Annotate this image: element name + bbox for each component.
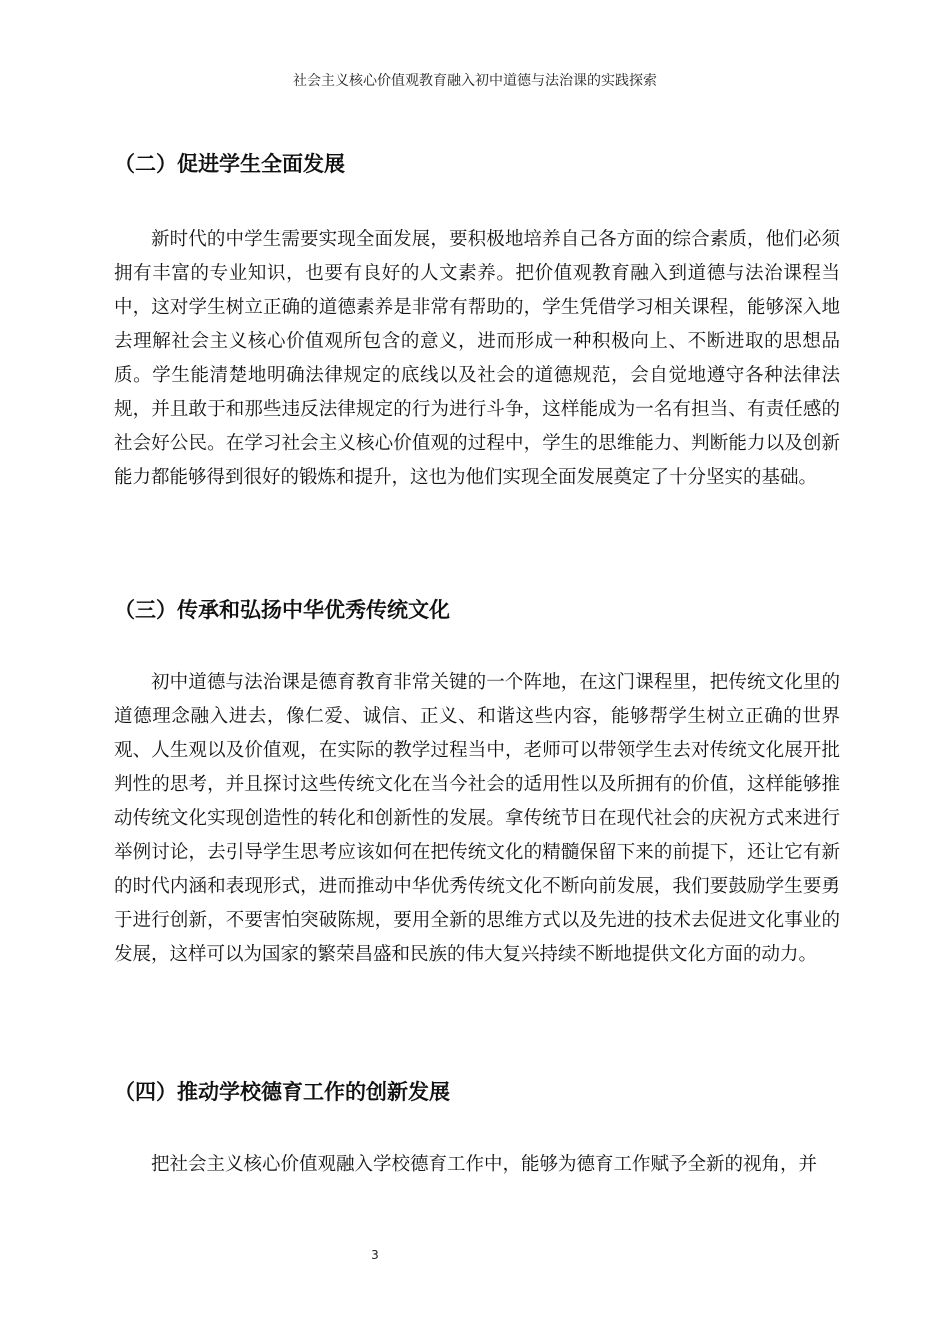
section-paragraph-2: 新时代的中学生需要实现全面发展，要积极地培养自己各方面的综合素质，他们必须拥有丰富的专业知识，也要有良好的人文素养。把价值观教育融入到道德与法治课程当中，这对学生树立正确的道德素养是非常有帮助的，学生凭借学习相关课程，能够深入地去理解社会主义核心价值观所包含的意义，进而形成一种积极向上、不断进取的思想品质。学生能清楚地明确法律规定的底线以及社会的道德规范，会自觉地遵守各种法律法规，并且敢于和那些违反法律规定的行为进行斗争，这样能成为一名有担当、有责任感的社会好公民。在学习社会主义核心价值观的过程中，学生的思维能力、判断能力以及创新能力都能够得到很好的锻炼和提升，这也为他们实现全面发展奠定了十分坚实的基础。 [114, 229, 840, 488]
section-paragraph-4: 把社会主义核心价值观融入学校德育工作中，能够为德育工作赋予全新的视角，并 [151, 1154, 818, 1175]
section-heading-3: （三）传承和弘扬中华优秀传统文化 [114, 598, 450, 622]
section-paragraph-3: 初中道德与法治课是德育教育非常关键的一个阵地，在这门课程里，把传统文化里的道德理念融入进去，像仁爱、诚信、正义、和谐这些内容，能够帮学生树立正确的世界观、人生观以及价值观，在实际的教学过程当中，老师可以带领学生去对传统文化展开批判性的思考，并且探讨这些传统文化在当今社会的适用性以及所拥有的价值，这样能够推动传统文化实现创造性的转化和创新性的发展。拿传统节日在现代社会的庆祝方式来进行举例讨论，去引导学生思考应该如何在把传统文化的精髓保留下来的前提下，还让它有新的时代内涵和表现形式，进而推动中华优秀传统文化不断向前发展，我们要鼓励学生要勇于进行创新，不要害怕突破陈规，要用全新的思维方式以及先进的技术去促进文化事业的发展，这样可以为国家的繁荣昌盛和民族的伟大复兴持续不断地提供文化方面的动力。 [114, 672, 840, 965]
section-heading-4: （四）推动学校德育工作的创新发展 [114, 1080, 450, 1104]
section-heading-2: （二）促进学生全面发展 [114, 152, 345, 176]
page-number: 3 [371, 1248, 379, 1262]
running-header: 社会主义核心价值观教育融入初中道德与法治课的实践探索 [293, 73, 657, 89]
